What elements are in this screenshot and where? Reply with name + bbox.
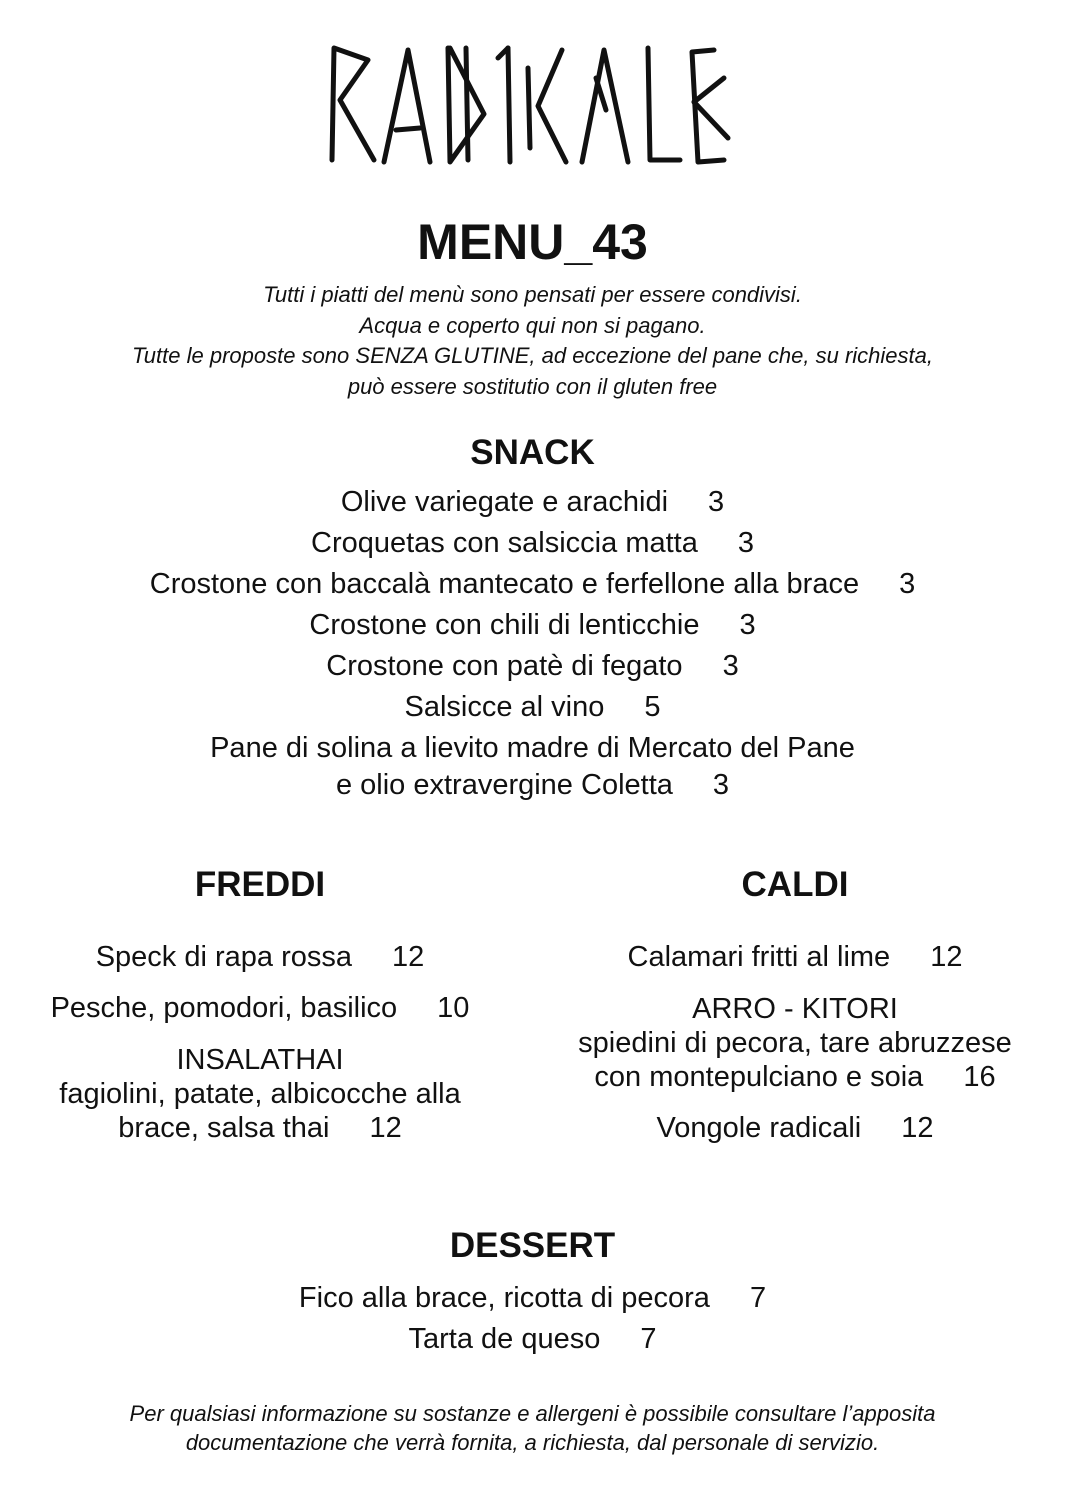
intro-line: Acqua e coperto qui non si pagano. xyxy=(359,312,706,338)
item-name-line: e olio extravergine Coletta xyxy=(335,769,673,801)
menu-item xyxy=(0,992,520,1025)
item-price: 10 xyxy=(437,992,470,1024)
item-price: 3 xyxy=(899,568,916,600)
dessert-heading: DESSERT xyxy=(449,1226,616,1265)
menu-item xyxy=(0,564,1065,605)
item-name: Olive variegate e arachidi xyxy=(340,486,669,518)
freddi-heading: FREDDI xyxy=(194,865,326,904)
item-description-line: brace, salsa thai xyxy=(118,1112,330,1144)
menu-item xyxy=(535,941,1055,974)
item-name: Calamari fritti al lime xyxy=(627,941,891,973)
item-price: 7 xyxy=(640,1323,657,1355)
allergen-footer xyxy=(0,1399,1065,1457)
menu-item xyxy=(0,646,1065,687)
radicale-logo-icon xyxy=(300,38,760,168)
menu-item xyxy=(535,1112,1055,1145)
item-price: 3 xyxy=(737,527,754,559)
item-description-line: con montepulciano e soia xyxy=(594,1061,924,1093)
menu-item xyxy=(0,482,1065,523)
intro-line: Tutte le proposte sono SENZA GLUTINE, ad eccezione del pane che, su richiesta, xyxy=(132,343,933,368)
menu-item xyxy=(0,605,1065,646)
intro-notes xyxy=(0,280,1065,402)
item-name: Crostone con baccalà mantecato e ferfellone alla brace xyxy=(149,568,860,600)
item-name: Tarta de queso xyxy=(408,1323,601,1355)
caldi-heading: CALDI xyxy=(741,865,849,904)
item-price: 12 xyxy=(392,941,425,973)
snack-heading: SNACK xyxy=(470,433,595,472)
menu-item xyxy=(0,687,1065,728)
menu-item xyxy=(0,1319,1065,1360)
item-title: ARRO - KITORI xyxy=(692,993,898,1025)
menu-item xyxy=(535,992,1055,1094)
radicale-logo xyxy=(300,38,760,168)
item-price: 3 xyxy=(708,486,725,518)
item-price: 12 xyxy=(369,1112,402,1144)
footer-line: documentazione che verrà fornita, a richiesta, dal personale di servizio. xyxy=(185,1430,880,1455)
item-price: 3 xyxy=(739,609,756,641)
item-price: 5 xyxy=(644,691,661,723)
item-name: Fico alla brace, ricotta di pecora xyxy=(298,1282,710,1314)
intro-line: Tutti i piatti del menù sono pensati per essere condivisi. xyxy=(263,282,802,307)
item-name: Salsicce al vino xyxy=(404,691,605,723)
dessert-list xyxy=(0,1278,1065,1360)
item-name: Croquetas con salsiccia matta xyxy=(311,527,698,559)
snack-list xyxy=(0,482,1065,804)
menu-title: MENU_43 xyxy=(417,214,648,270)
item-price: 7 xyxy=(749,1282,767,1314)
footer-line: Per qualsiasi informazione su sostanze e allergeni è possibile consultare l’apposita xyxy=(129,1401,936,1426)
item-price: 3 xyxy=(722,650,739,682)
item-price: 3 xyxy=(712,769,730,801)
freddi-column xyxy=(0,865,520,1163)
caldi-column xyxy=(535,865,1055,1163)
item-name: Vongole radicali xyxy=(656,1112,862,1144)
item-price: 12 xyxy=(930,941,963,973)
item-name: Pesche, pomodori, basilico xyxy=(50,992,398,1024)
menu-item xyxy=(0,523,1065,564)
item-name: Speck di rapa rossa xyxy=(95,941,353,973)
menu-item xyxy=(0,941,520,974)
item-title: INSALATHAI xyxy=(176,1044,344,1076)
menu-item xyxy=(0,730,1065,804)
item-name-line: Pane di solina a lievito madre di Mercato del Pane xyxy=(210,732,855,764)
menu-item xyxy=(0,1043,520,1145)
item-price: 12 xyxy=(901,1112,934,1144)
item-price: 16 xyxy=(963,1061,996,1093)
menu-item xyxy=(0,1278,1065,1319)
item-description-line: fagiolini, patate, albicocche alla xyxy=(59,1078,461,1110)
item-description-line: spiedini di pecora, tare abruzzese xyxy=(578,1027,1012,1059)
item-name: Crostone con chili di lenticchie xyxy=(309,609,700,641)
intro-line: può essere sostitutio con il gluten free xyxy=(347,373,718,399)
item-name: Crostone con patè di fegato xyxy=(326,650,683,682)
